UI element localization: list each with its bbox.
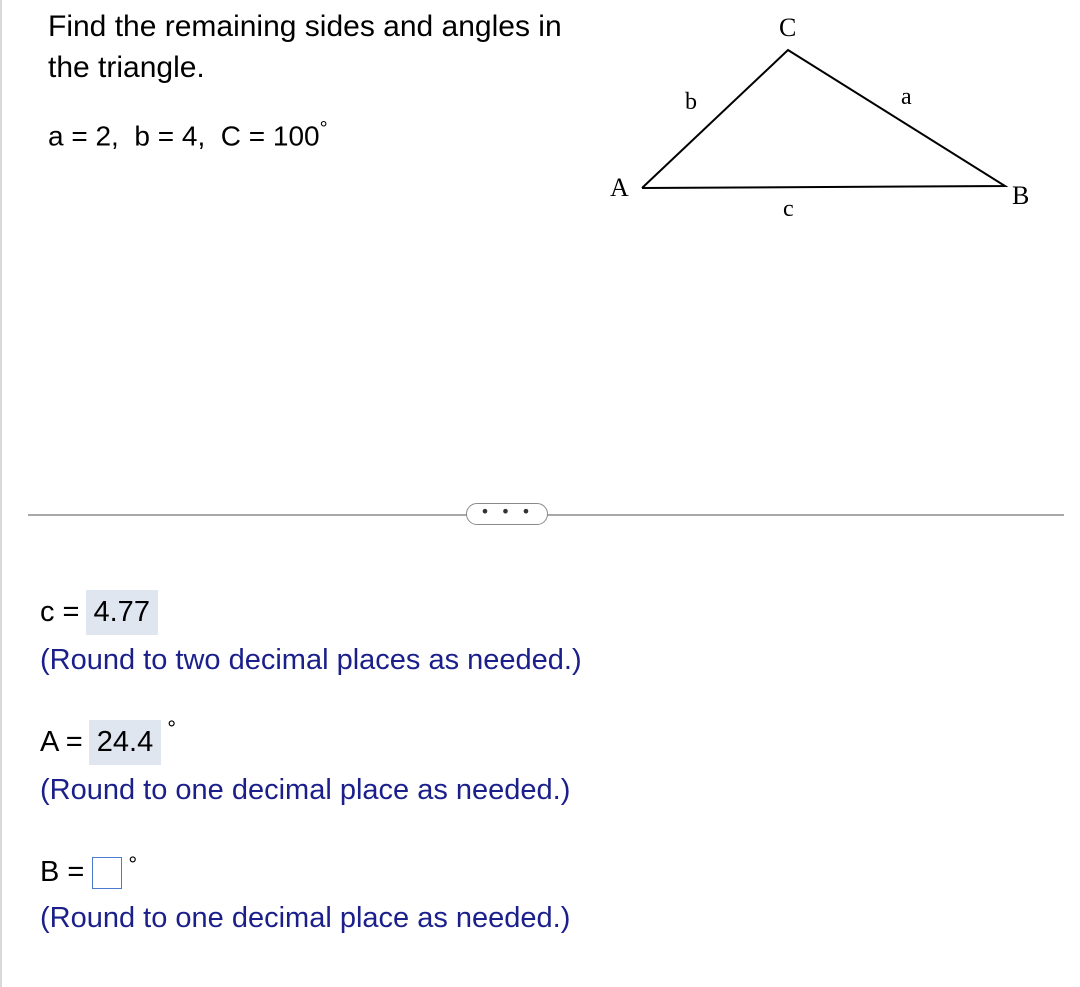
vertex-label-c: C (779, 13, 797, 42)
triangle-diagram (600, 10, 1060, 230)
answer-b-label: B = (40, 856, 85, 888)
answer-c-note: (Round to two decimal places as needed.) (40, 644, 582, 676)
answer-a-note: (Round to one decimal place as needed.) (40, 774, 571, 806)
given-values-text: a = 2, b = 4, C = 100 (48, 120, 320, 152)
answer-b-degree: ° (128, 852, 138, 877)
answer-a-label: A = (40, 726, 83, 758)
answer-a-row (40, 716, 177, 765)
answer-b-row (40, 852, 138, 889)
answer-a-degree: ° (167, 716, 177, 741)
side-label-a: a (901, 84, 912, 110)
more-button[interactable]: • • • (466, 503, 548, 525)
question-prompt: Find the remaining sides and angles in the triangle. (48, 10, 562, 84)
side-label-c: c (783, 196, 794, 222)
answer-c-value[interactable]: 4.77 (86, 590, 158, 635)
triangle-outline (642, 50, 1005, 188)
answer-b-input[interactable] (92, 857, 122, 889)
answer-a-value[interactable]: 24.4 (89, 720, 161, 765)
side-label-b: b (685, 89, 697, 115)
left-border (0, 0, 2, 987)
degree-symbol: ° (319, 118, 328, 140)
vertex-label-b: B (1012, 181, 1030, 210)
answer-c-label: c = (40, 596, 80, 628)
answer-b-note: (Round to one decimal place as needed.) (40, 902, 571, 934)
vertex-label-a: A (610, 173, 629, 202)
given-values (48, 118, 328, 152)
answer-c-row (40, 590, 158, 635)
